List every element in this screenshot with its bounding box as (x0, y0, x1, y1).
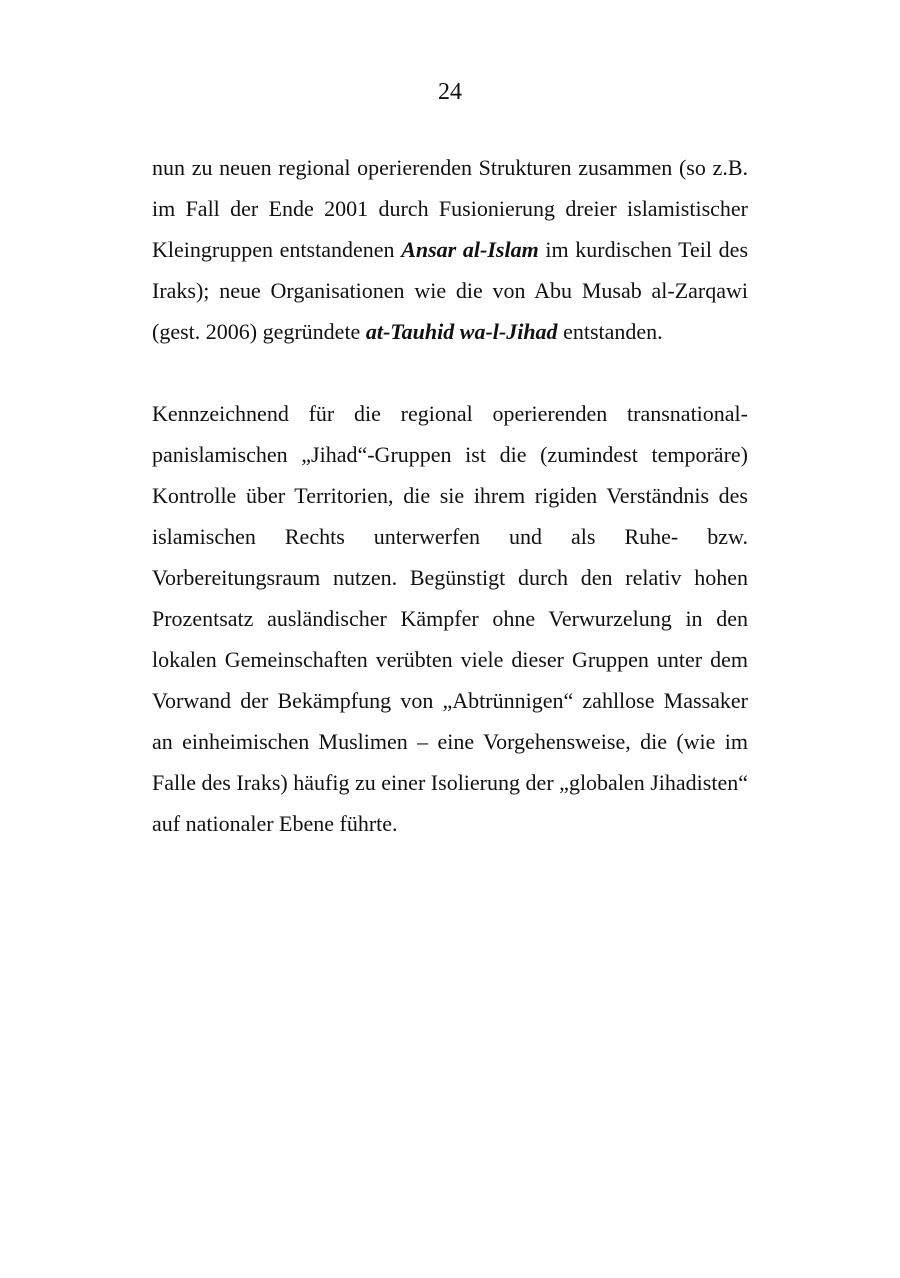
body-text (152, 147, 748, 844)
paragraph-1-text: nun zu neuen regional operierenden Strukturen zusammen (so z.B. im Fall der Ende 2001 durch Fusionierung dreier islamistischer Kleingruppen entstandenen (152, 155, 748, 262)
paragraph-1-text: im kurdischen Teil des Iraks); neue Organisationen wie die von Abu Musab al-Zarqawi (gest. 2006) gegründete (152, 237, 749, 344)
paragraph-1 (152, 147, 748, 352)
paragraph-2-text: Kennzeichnend für die regional operierenden transnational-panislamischen „Jihad“-Gruppen ist die (zumindest temporäre) Kontrolle über Territorien, die sie ihrem rigiden Verständnis des islamischen Rechts unterwerfen und als Ruhe- bzw. Vorbereitungsraum nutzen. Begünstigt durch den relativ hohen Prozentsatz ausländischer Kämpfer ohne Verwurzelung in den lokalen Gemeinschaften verübten viele dieser Gruppen unter dem Vorwand der Bekämpfung von „Abtrünnigen“ zahllose Massaker an einheimischen Muslimen – eine Vorgehensweise, die (wie im Falle des Iraks) häufig zu einer Isolierung der „globalen Jihadisten“ auf nationaler Ebene führte. (152, 401, 748, 836)
page-number: 24 (438, 79, 462, 105)
term-ansar-al-islam: Ansar al-Islam (401, 237, 539, 262)
term-at-tauhid-wa-l-jihad: at-Tauhid wa-l-Jihad (365, 319, 558, 344)
paragraph-1-text: entstanden. (557, 319, 663, 344)
paragraph-2 (152, 393, 748, 844)
